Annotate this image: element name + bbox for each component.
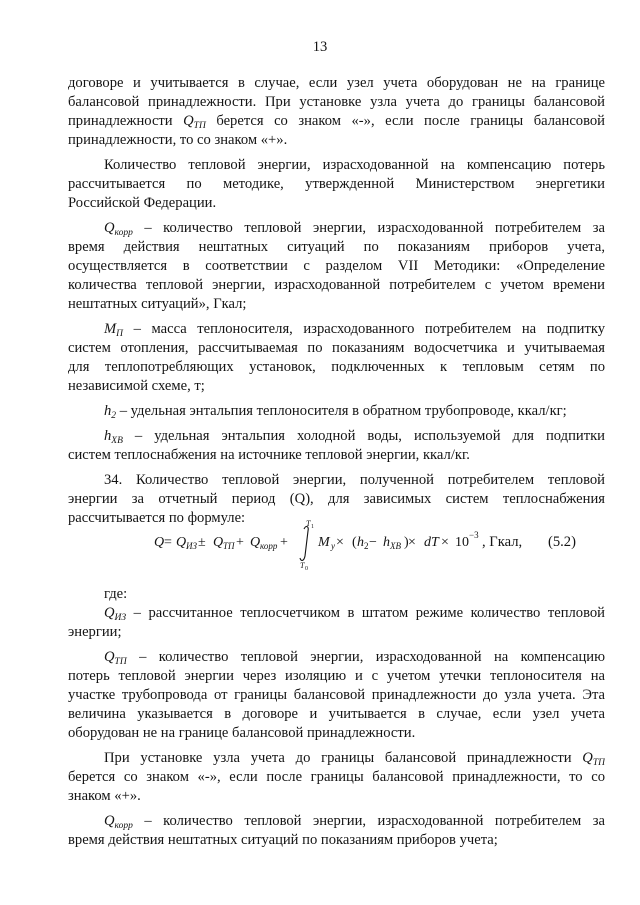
text-line: принадлежности, то со знаком «+». — [68, 132, 288, 148]
text-line: время действия нештатных ситуаций по показаниям приборов учета; — [68, 832, 498, 848]
formula-exp: −3 — [469, 530, 479, 540]
text-line: $h_2$ – удельная энтальпия теплоносителя в обратном трубопроводе, ккал/кг; — [104, 403, 567, 421]
formula-unit: , Гкал, — [482, 534, 523, 550]
text-line: рассчитывается по методике, утвержденной Министерством энергетики — [68, 176, 605, 192]
formula-my: M — [318, 535, 330, 550]
text-line: нештатных ситуаций», Гкал; — [68, 296, 247, 312]
text-line: $Q_{ТП}$ – количество тепловой энергии, израсходованной на компенсацию — [104, 649, 605, 667]
variable-q-tp: $Q_{ТП}$ — [104, 649, 127, 667]
formula-qkorr: Q — [250, 535, 261, 550]
text-line: 34. Количество тепловой энергии, полученной потребителем тепловой — [104, 472, 605, 488]
variable-q-korr: $Q_{корр}$ — [104, 220, 133, 238]
formula-qkorr-sub: корр — [260, 541, 278, 551]
formula-hxv: h — [383, 535, 390, 550]
text-line: независимой схеме, т; — [68, 378, 205, 394]
text-run: принадлежности — [68, 113, 184, 129]
variable-q-iz: $Q_{ИЗ}$ — [104, 605, 127, 623]
formula-eq: = — [164, 535, 172, 550]
formula-pm: ± — [198, 535, 206, 550]
text-line: $h_{ХВ}$ – удельная энтальпия холодной воды, используемой для подпитки — [104, 428, 605, 446]
variable-m-p: $M_П$ — [104, 321, 124, 339]
formula-plus: + — [236, 535, 244, 550]
text-line: Российской Федерации. — [68, 195, 217, 211]
formula-paren-open: ( — [352, 535, 357, 550]
text-line: договоре и учитывается в случае, если узел учета оборудован не на границе — [68, 75, 605, 91]
text-line: энергии; — [68, 624, 122, 640]
text-line: для теплопотребляющих установок, подключенных к тепловым сетям по — [68, 359, 605, 375]
text-line: систем теплоснабжения на источнике тепловой энергии, ккал/кг. — [68, 447, 470, 463]
integral-lower-sub: 0 — [305, 566, 308, 572]
text-line: время действия нештатных ситуаций по показаниям приборов учета, — [68, 239, 605, 255]
formula-qtp-sub: ТП — [223, 541, 235, 551]
text-line: Количество тепловой энергии, израсходованной на компенсацию потерь — [104, 157, 605, 173]
formula-times: × — [408, 535, 416, 550]
formula-h2: h — [357, 535, 364, 550]
formula-paren-close: ) — [404, 535, 409, 550]
variable-q-tp: $Q_{ТП}$ — [183, 113, 206, 131]
formula-dt: dT — [424, 535, 439, 550]
variable-q-korr: $Q_{корр}$ — [104, 813, 133, 831]
text-line: $Q_{ИЗ}$ – рассчитанное теплосчетчиком в штатом режиме количество тепловой — [104, 605, 605, 623]
formula-qiz-sub: ИЗ — [186, 541, 197, 551]
integral-upper-sub: 1 — [311, 524, 314, 530]
text-line: $M_П$ – масса теплоносителя, израсходованного потребителем на подпитку — [104, 321, 605, 339]
text-line — [68, 112, 605, 131]
formula-my-sub: у — [331, 541, 335, 551]
text-line: количества тепловой энергии, израсходованной потребителем с учетом времени — [68, 277, 605, 293]
text-line: оборудован не на границе балансовой принадлежности. — [68, 725, 416, 741]
formula-h2-sub: 2 — [364, 541, 369, 551]
text-line: где: — [104, 586, 128, 602]
text-line: величина указывается в договоре и учитывается в случае, если узел учета — [68, 706, 605, 722]
text-run: берется со знаком «-», если после границы балансовой — [205, 113, 605, 129]
formula-plus: + — [280, 535, 288, 550]
variable-h-xv: $h_{ХВ}$ — [104, 428, 123, 446]
page-number: 13 — [312, 39, 328, 55]
formula-svg — [68, 520, 605, 576]
integral-lower: T — [300, 561, 305, 570]
text-line: знаком «+». — [68, 788, 141, 804]
variable-q-tp: $Q_{ТП}$ — [582, 750, 605, 768]
text-line: $Q_{корр}$ – количество тепловой энергии, израсходованной потребителем за — [104, 813, 605, 831]
text-line: систем отопления, рассчитываемая по показаниям водосчетчика и учитываемая — [68, 340, 605, 356]
formula-minus: − — [369, 535, 377, 550]
formula-qtp: Q — [213, 535, 224, 550]
formula-5-2 — [68, 520, 605, 574]
formula-q: Q — [154, 535, 165, 550]
formula-times: × — [441, 535, 449, 550]
formula-hxv-sub: ХВ — [390, 541, 401, 551]
integral-upper: T — [306, 520, 311, 528]
text-line: осуществляется в соответствии с разделом VII Методики: «Определение — [68, 258, 605, 274]
text-line: берется со знаком «-», если после границы балансовой принадлежности, то со — [68, 769, 605, 785]
formula-qiz: Q — [176, 535, 187, 550]
integral-sign — [300, 527, 308, 561]
text-line: При установке узла учета до границы балансовой принадлежности $Q_{ТП}$ — [104, 750, 605, 768]
text-line: энергии за отчетный период (Q), для зависимых систем теплоснабжения — [68, 491, 605, 507]
variable-h2: $h_2$ — [104, 403, 117, 421]
text-line: участке трубопровода от границы балансовой принадлежности до узла учета. Эта — [68, 687, 605, 703]
text-line: балансовой принадлежности. При установке узла учета до границы балансовой — [68, 94, 605, 110]
formula-number: (5.2) — [548, 534, 576, 550]
formula-ten: 10 — [455, 535, 469, 550]
formula-times: × — [336, 535, 344, 550]
text-line: рассчитывается по формуле: — [68, 510, 246, 526]
text-line: $Q_{корр}$ – количество тепловой энергии, израсходованной потребителем за — [104, 220, 605, 238]
text-line: потерь тепловой энергии через изоляцию и с учетом утечки теплоносителя на — [68, 668, 605, 684]
